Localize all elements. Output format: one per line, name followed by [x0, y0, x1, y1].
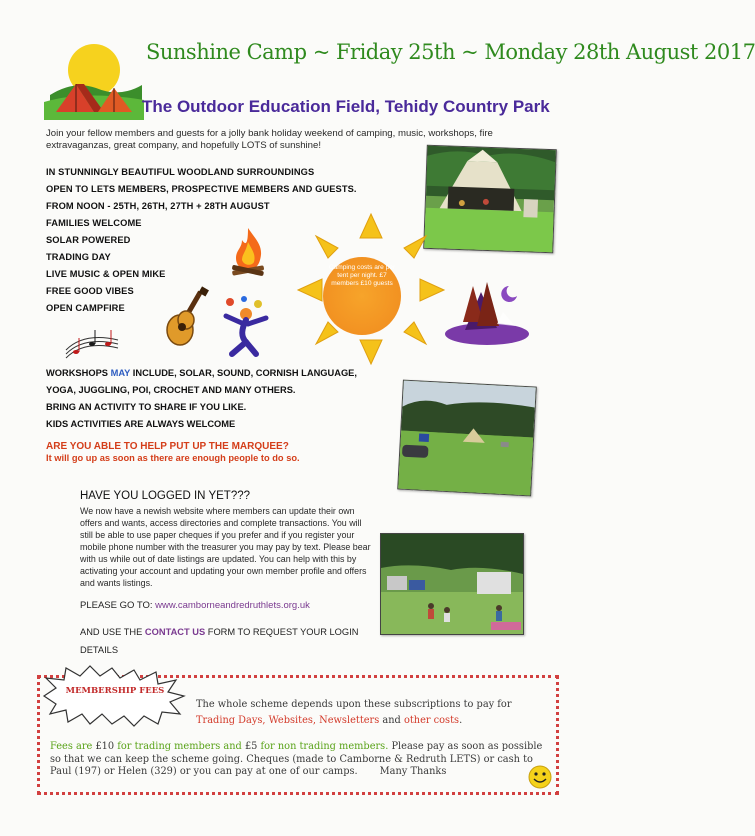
witch-hat-trees-icon — [443, 282, 531, 348]
marquee-followup: It will go up as soon as there are enough people to do so. — [46, 453, 300, 463]
workshops-line: YOGA, JUGGLING, POI, CROCHET AND MANY OTHERS. — [46, 385, 296, 395]
campfire-icon — [228, 226, 268, 278]
page-subtitle: The Outdoor Education Field, Tehidy Country Park — [142, 97, 550, 116]
logged-in-heading: HAVE YOU LOGGED IN YET??? — [80, 490, 251, 502]
guitar-icon — [162, 288, 212, 348]
membership-fees-label: MEMBERSHIP FEES — [65, 686, 165, 696]
contact-us-link[interactable]: CONTACT US — [144, 627, 206, 637]
feature-item: FAMILIES WELCOME — [46, 218, 142, 228]
logged-in-body: We now have a newish website where members can update their own offers and wants, access directories and complete transactions. You will still be able to use paper cheques if you prefer and if you register your mobile phone number with the treasurer you may pay by text. Please bear with us while out of date listings are updated. You can help with this by activating your account and updating your own member profile and offers and wants listings. — [80, 506, 371, 588]
activity-line: BRING AN ACTIVITY TO SHARE IF YOU LIKE. — [46, 402, 247, 412]
workshops-line: WORKSHOPS MAY INCLUDE, SOLAR, SOUND, CORNISH LANGUAGE, — [46, 368, 357, 378]
camping-cost-text: Camping costs are per tent per night. £7 members £10 guests — [328, 264, 396, 287]
page-title: Sunshine Camp ~ Friday 25th ~ Monday 28th August 2017 — [146, 40, 755, 64]
juggler-icon — [212, 296, 274, 356]
intro-paragraph: Join your fellow members and guests for a jolly bank holiday weekend of camping, music, workshops, fire extravaganzas, great company, and hopefully LOTS of sunshine! — [46, 128, 493, 151]
feature-item: OPEN TO LETS MEMBERS, PROSPECTIVE MEMBERS AND GUESTS. — [46, 184, 357, 194]
membership-fees-badge — [40, 666, 186, 726]
feature-item: IN STUNNINGLY BEAUTIFUL WOODLAND SURROUNDINGS — [46, 167, 315, 177]
feature-item: TRADING DAY — [46, 252, 111, 262]
fees-purpose-text: The whole scheme depends upon these subscriptions to pay for Trading Days, Websites, Newsletters and other costs. — [196, 699, 512, 726]
feature-item: SOLAR POWERED — [46, 235, 131, 245]
smiley-icon — [528, 765, 552, 789]
camp-photo — [380, 533, 524, 635]
feature-item: FROM NOON - 25TH, 26TH, 27TH + 28TH AUGUST — [46, 201, 270, 211]
many-thanks: Many Thanks — [379, 766, 447, 777]
website-line: PLEASE GO TO: www.camborneandredruthlets.org.uk — [80, 600, 310, 611]
music-notes-icon — [64, 326, 120, 360]
kids-line: KIDS ACTIVITIES ARE ALWAYS WELCOME — [46, 419, 236, 429]
field-photo — [397, 380, 537, 497]
contact-instructions: AND USE THE CONTACT US FORM TO REQUEST YOUR LOGIN DETAILS — [80, 627, 359, 655]
feature-item: FREE GOOD VIBES — [46, 286, 134, 296]
website-link[interactable]: www.camborneandredruthlets.org.uk — [155, 600, 310, 611]
marquee-question: ARE YOU ABLE TO HELP PUT UP THE MARQUEE? — [46, 441, 289, 452]
fees-amount-text: Fees are £10 for trading members and £5 for non trading members. Please pay as soon as possible so that we can keep the scheme going. Cheques (made to Camborne & Redruth LETS) or cash to Paul (197) or Helen (329) or you can pay at one of our camps. Many Thanks — [50, 741, 543, 777]
sunshine-camp-logo — [44, 40, 146, 120]
feature-item: OPEN CAMPFIRE — [46, 303, 125, 313]
feature-item: LIVE MUSIC & OPEN MIKE — [46, 269, 166, 279]
